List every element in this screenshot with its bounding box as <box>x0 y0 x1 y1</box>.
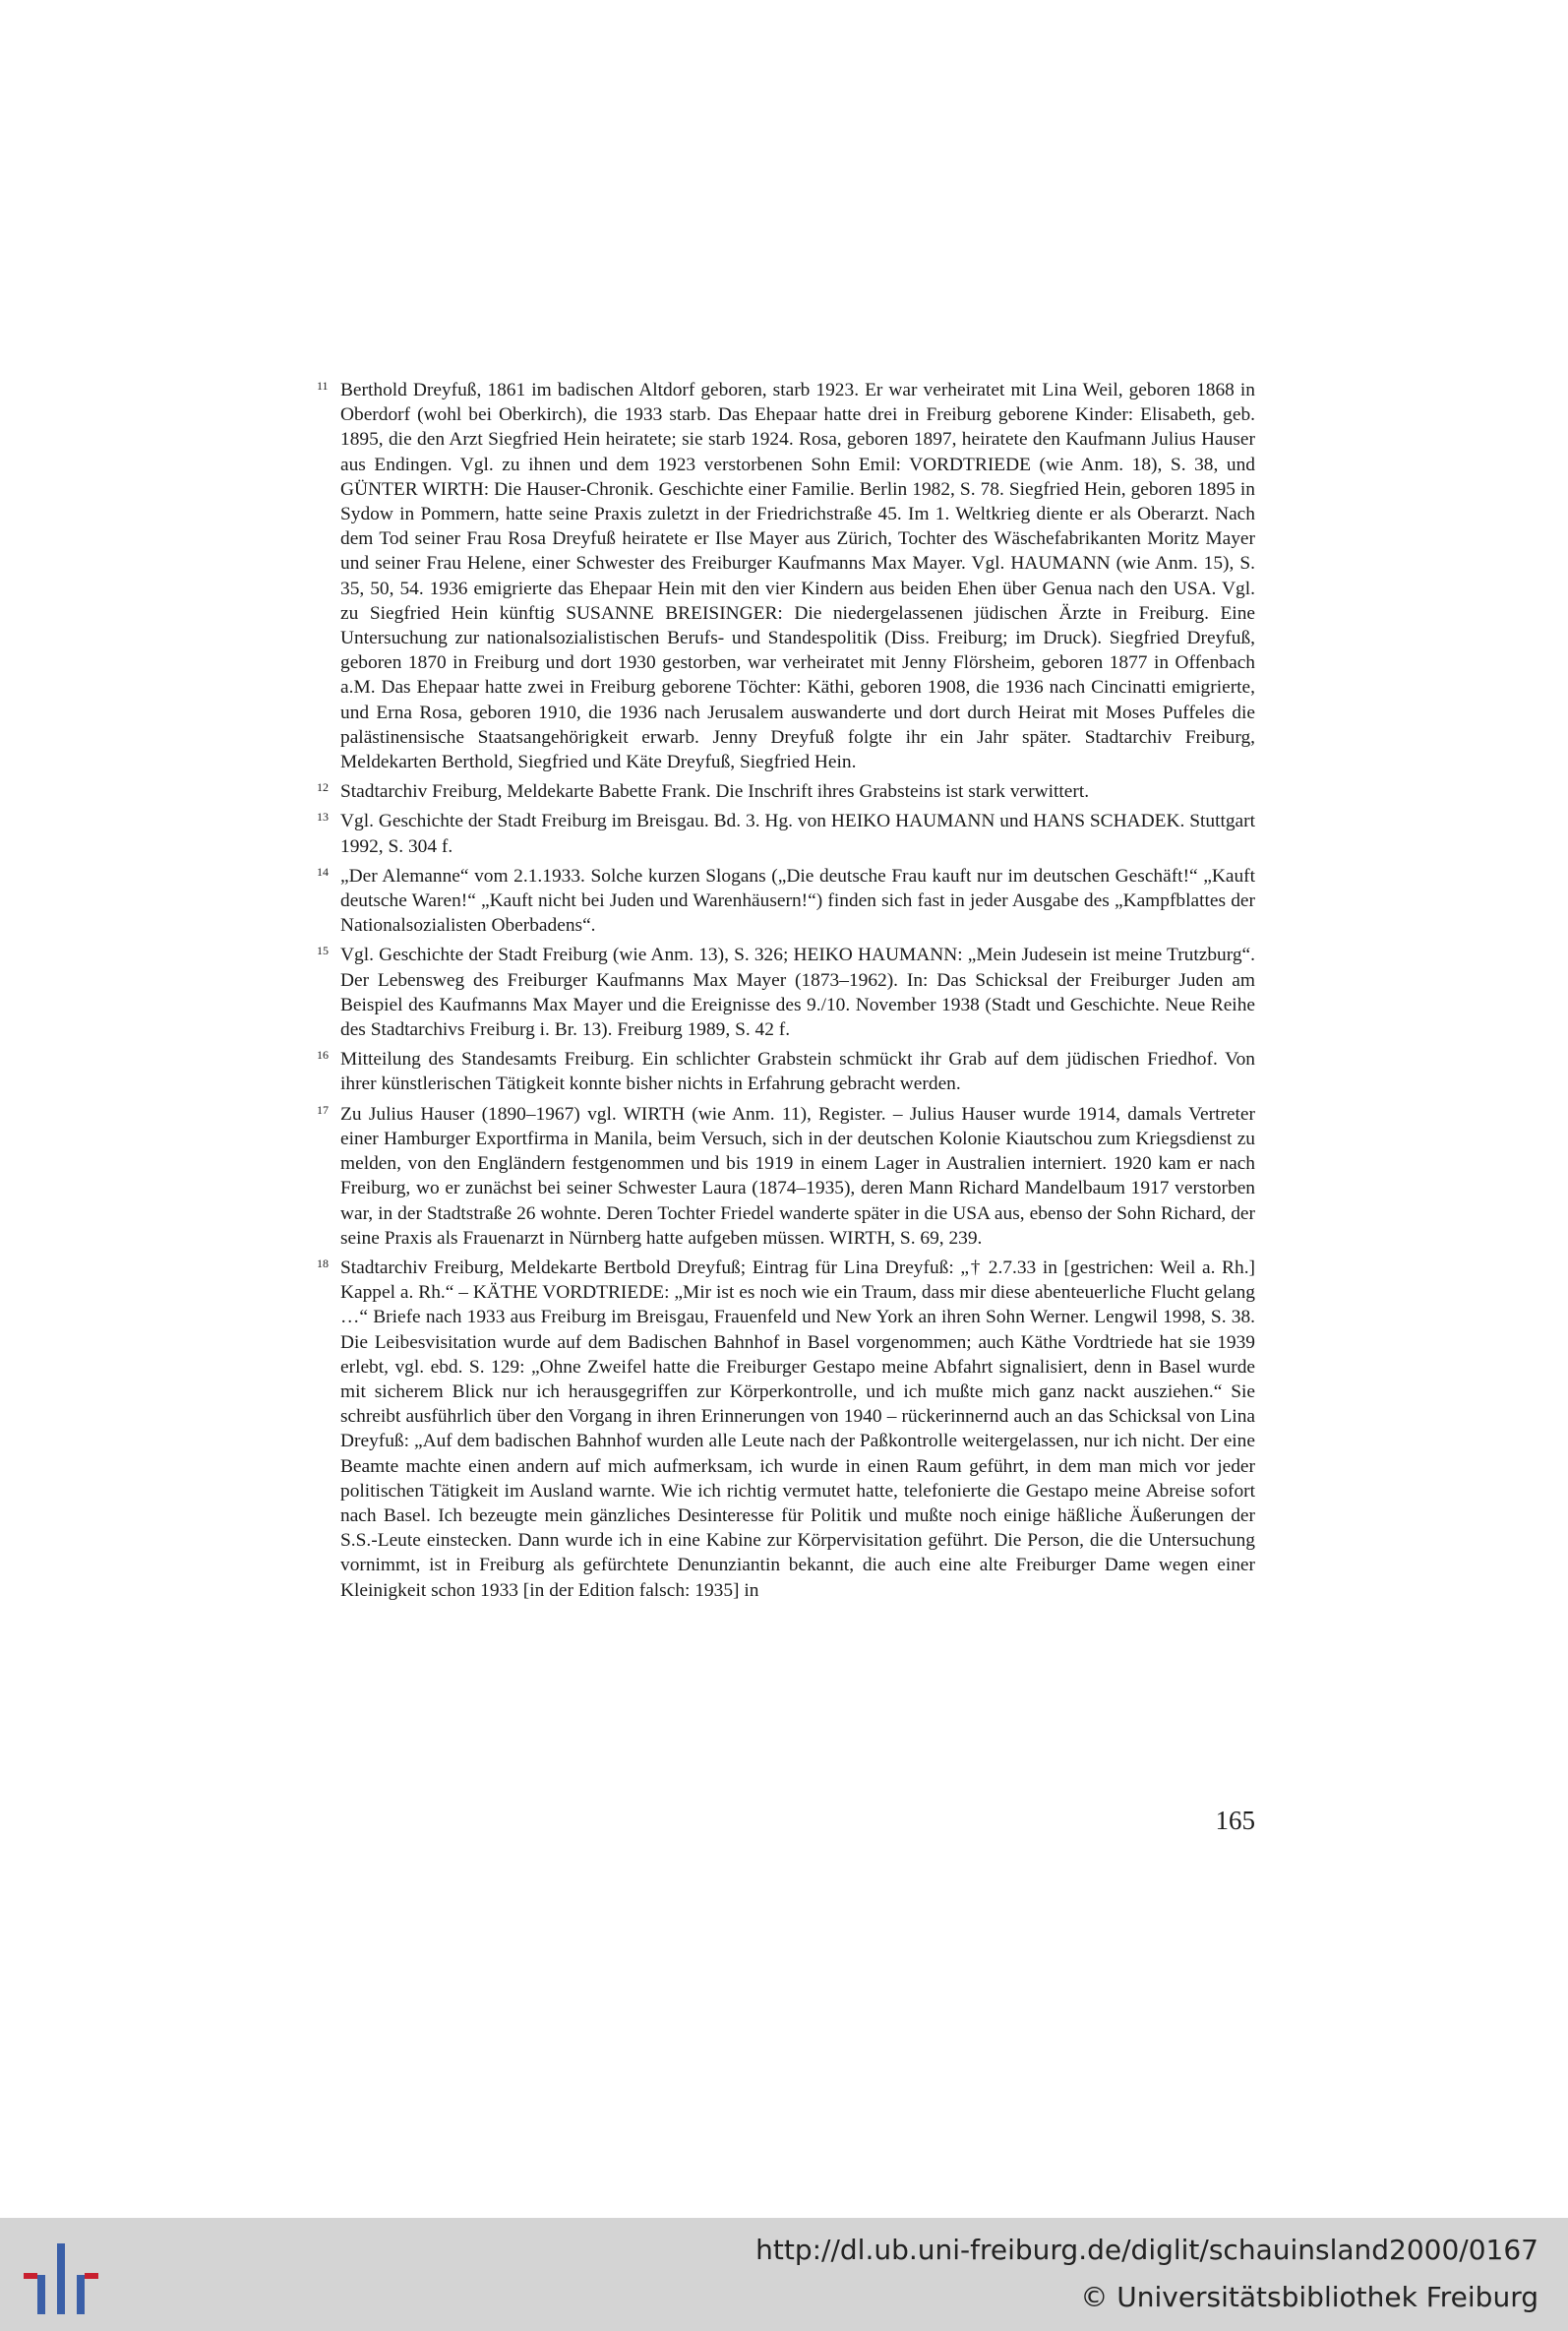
footnotes-list <box>317 378 1255 1608</box>
footnote-text: Stadtarchiv Freiburg, Meldekarte Bertbold Dreyfuß; Eintrag für Lina Dreyfuß: „† 2.7.33 in [gestrichen: Weil a. Rh.] Kappel a. Rh.“ – KÄTHE VORDTRIEDE: „Mir ist es noch wie ein Traum, dass mir diese abenteuerliche Flucht gelang …“ Briefe nach 1933 aus Freiburg im Breisgau, Frauenfeld und New York an ihren Sohn Werner. Lengwil 1998, S. 38. Die Leibesvisitation wurde auf dem Badischen Bahnhof in Basel vorgenommen; auch Käthe Vordtriede hat sie 1939 erlebt, vgl. ebd. S. 129: „Ohne Zweifel hatte die Freiburger Gestapo meine Abfahrt signalisiert, denn in Basel wurde mit sicherem Blick nur ich herausgegriffen zur Körperkontrolle, und ich mußte mich ganz nackt ausziehen.“ Sie schreibt ausführlich über den Vorgang in ihren Erinnerungen von 1940 – rückerinnernd auch an das Schicksal von Lina Dreyfuß: „Auf dem badischen Bahnhof wurden alle Leute nach der Paßkontrolle weitergelassen, nur ich nicht. Der eine Beamte machte einen andern auf mich aufmerksam, ich wurde in einen Raum geführt, in dem man mich vor jeder politischen Tätigkeit im Ausland warnte. Wie ich richtig vermutet hatte, telefonierte die Gestapo meine Abreise sofort nach Basel. Ich bezeugte mein gänzliches Desinteresse für Politik und mußte noch einige häßliche Äußerungen der S.S.-Leute einstecken. Dann wurde ich in eine Kabine zur Körpervisitation geführt. Die Person, die die Untersuchung vornimmt, ist in Freiburg als gefürchtete Denunziantin bekannt, die auch eine alte Freiburger Dame wegen einer Kleinigkeit schon 1933 [in der Edition falsch: 1935] in <box>340 1257 1255 1601</box>
logo-graphic <box>20 2236 102 2318</box>
footnote-number: 18 <box>317 1256 329 1270</box>
document-url-link[interactable]: http://dl.ub.uni-freiburg.de/diglit/schauinsland2000/0167 <box>755 2234 1538 2266</box>
page-number: 165 <box>1215 1806 1255 1835</box>
footnote <box>317 809 1255 858</box>
footnote-text: Vgl. Geschichte der Stadt Freiburg (wie Anm. 13), S. 326; HEIKO HAUMANN: „Mein Judesein ist meine Trutzburg“. Der Lebensweg des Freiburger Kaufmanns Max Mayer (1873–1962). In: Das Schicksal der Freiburger Juden am Beispiel des Kaufmanns Max Mayer und die Ereignisse des 9./10. November 1938 (Stadt und Geschichte. Neue Reihe des Stadtarchivs Freiburg i. Br. 13). Freiburg 1989, S. 42 f. <box>340 945 1255 1041</box>
footnote-text: Zu Julius Hauser (1890–1967) vgl. WIRTH (wie Anm. 11), Register. – Julius Hauser wurde 1914, damals Vertreter einer Hamburger Exportfirma in Manila, beim Versuch, sich in der deutschen Kolonie Kiautschou zum Kriegsdienst zu melden, von den Engländern festgenommen und bis 1919 in einem Lager in Australien interniert. 1920 kam er nach Freiburg, wo er zunächst bei seiner Schwester Laura (1874–1935), deren Mann Richard Mandelbaum 1917 verstorben war, in der Stadtstraße 26 wohnte. Deren Tochter Friedel wanderte später in die USA aus, ebenso der Sohn Richard, der seine Praxis als Frauenarzt in Nürnberg hatte aufgeben müssen. WIRTH, S. 69, 239. <box>340 1103 1255 1249</box>
logo-bar-right <box>77 2275 85 2314</box>
university-library-logo-icon <box>20 2236 102 2318</box>
footnote-number: 14 <box>317 864 329 879</box>
footer-bar <box>0 2218 1568 2331</box>
footnote-number: 11 <box>317 379 329 393</box>
footnote-number: 13 <box>317 810 329 825</box>
footnote <box>317 864 1255 939</box>
footnote-text: Berthold Dreyfuß, 1861 im badischen Altdorf geboren, starb 1923. Er war verheiratet mit Lina Weil, geboren 1868 in Oberdorf (wohl bei Oberkirch), die 1933 starb. Das Ehepaar hatte drei in Freiburg geborene Kinder: Elisabeth, geb. 1895, die den Arzt Siegfried Hein heiratete; sie starb 1924. Rosa, geboren 1897, heiratete den Kaufmann Julius Hauser aus Endingen. Vgl. zu ihnen und dem 1923 verstorbenen Sohn Emil: VORDTRIEDE (wie Anm. 18), S. 38, und GÜNTER WIRTH: Die Hauser-Chronik. Geschichte einer Familie. Berlin 1982, S. 78. Siegfried Hein, geboren 1895 in Sydow in Pommern, hatte seine Praxis zuletzt in der Friedrichstraße 45. Im 1. Weltkrieg diente er als Oberarzt. Nach dem Tod seiner Frau Rosa Dreyfuß heiratete er Ilse Mayer aus Zürich, Tochter des Wäschefabrikanten Moritz Mayer und seiner Frau Helene, einer Schwester des Freiburger Kaufmanns Max Mayer. Vgl. HAUMANN (wie Anm. 15), S. 35, 50, 54. 1936 emigrierte das Ehepaar Hein mit den vier Kindern aus beiden Ehen über Genua nach den USA. Vgl. zu Siegfried Hein künftig SUSANNE BREISINGER: Die niedergelassenen jüdischen Ärzte in Freiburg. Eine Untersuchung zur nationalsozialistischen Berufs- und Standespolitik (Diss. Freiburg; im Druck). Siegfried Dreyfuß, geboren 1870 in Freiburg und dort 1930 gestorben, war verheiratet mit Jenny Flörsheim, geboren 1877 in Offenbach a.M. Das Ehepaar hatte zwei in Freiburg geborene Töchter: Käthi, geboren 1908, die 1936 nach Cincinatti emigrierte, und Erna Rosa, geboren 1910, die 1936 nach Jerusalem auswanderte und dort durch Heirat mit Moses Puffeles die palästinensische Staatsangehörigkeit erwarb. Jenny Dreyfuß folgte ihr ein Jahr später. Stadtarchiv Freiburg, Meldekarten Berthold, Siegfried und Käte Dreyfuß, Siegfried Hein. <box>340 380 1255 773</box>
footnote-number: 15 <box>317 944 329 958</box>
footnote-number: 17 <box>317 1102 329 1117</box>
footnote-text: „Der Alemanne“ vom 2.1.1933. Solche kurzen Slogans („Die deutsche Frau kauft nur im deutschen Geschäft!“ „Kauft deutsche Waren!“ „Kauft nicht bei Juden und Warenhäusern!“) finden sich fast in jeder Ausgabe des „Kampfblattes der Nationalsozialisten Oberbadens“. <box>340 865 1255 937</box>
logo-bar-center <box>57 2243 65 2314</box>
footnote <box>317 1102 1255 1251</box>
footnote <box>317 378 1255 774</box>
footnote-text: Stadtarchiv Freiburg, Meldekarte Babette Frank. Die Inschrift ihres Grabsteins ist stark verwittert. <box>340 781 1090 803</box>
footnote <box>317 779 1255 804</box>
footnote-text: Vgl. Geschichte der Stadt Freiburg im Breisgau. Bd. 3. Hg. von HEIKO HAUMANN und HANS SCHADEK. Stuttgart 1992, S. 304 f. <box>340 811 1255 857</box>
logo-bar-left <box>37 2275 45 2314</box>
footnote-number: 16 <box>317 1048 329 1063</box>
footnote <box>317 1256 1255 1603</box>
footnote <box>317 1047 1255 1096</box>
footnote <box>317 943 1255 1042</box>
footnote-text: Mitteilung des Standesamts Freiburg. Ein schlichter Grabstein schmückt ihr Grab auf dem jüdischen Friedhof. Von ihrer künstlerischen Tätigkeit konnte bisher nichts in Erfahrung gebracht werden. <box>340 1049 1255 1095</box>
footnote-number: 12 <box>317 780 329 795</box>
logo-dash-left <box>24 2273 37 2279</box>
copyright-notice: © Universitätsbibliothek Freiburg <box>1080 2281 1538 2313</box>
logo-dash-right <box>85 2273 98 2279</box>
